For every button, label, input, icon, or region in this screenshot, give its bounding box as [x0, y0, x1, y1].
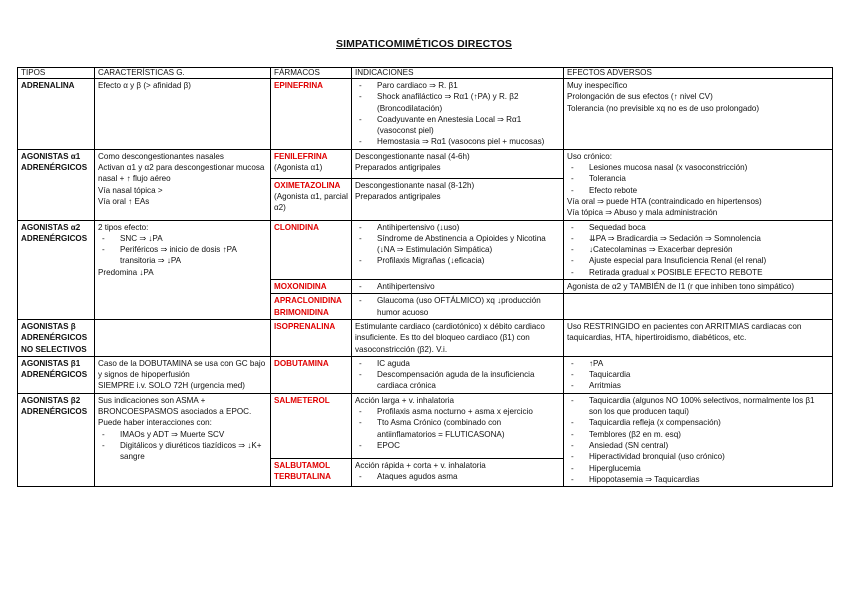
- drug-name: OXIMETAZOLINA: [274, 180, 341, 190]
- drug-name: SALMETEROL: [274, 395, 330, 405]
- list: [355, 222, 560, 267]
- efectos-cell: [564, 79, 833, 150]
- drug-name: TERBUTALINA: [274, 472, 331, 482]
- list-item: - Ataques agudos asma: [355, 471, 560, 482]
- farmaco-cell: [271, 393, 352, 458]
- table-row: [18, 393, 833, 458]
- tipo-cell: AGONISTAS β2 ADRENÉRGICOS: [18, 393, 95, 486]
- header-efectos: EFECTOS ADVERSOS: [564, 68, 833, 79]
- list-item: - Glaucoma (uso OFTÁLMICO) xq ↓producción humor acuoso: [355, 295, 560, 318]
- drug-note: (Agonista α1, parcial α2): [274, 192, 348, 213]
- list-item: - Digitálicos y diuréticos tiazídicos ⇒ ↓K+ sangre: [98, 440, 267, 463]
- text-line: Predomina ↓PA: [98, 267, 154, 277]
- list-item: - Sequedad boca: [567, 222, 829, 233]
- list-item: - Hemostasia ⇒ Rα1 (vasocons piel + mucosas): [355, 136, 560, 147]
- list: [567, 395, 829, 485]
- indicaciones-cell: [352, 79, 564, 150]
- list: [567, 222, 829, 278]
- list: [98, 429, 267, 463]
- farmaco-cell: [271, 280, 352, 294]
- list-item: - IMAOs y ADT ⇒ Muerte SCV: [98, 429, 267, 440]
- indicaciones-cell: [352, 393, 564, 458]
- list-item: - Periféricos ⇒ inicio de dosis ↑PA transitoria ⇒ ↓PA: [98, 244, 267, 267]
- header-farmacos: FÁRMACOS: [271, 68, 352, 79]
- efectos-cell: [564, 356, 833, 393]
- tipo-cell: AGONISTAS β ADRENÉRGICOS NO SELECTIVOS: [18, 319, 95, 356]
- list-item: - Síndrome de Abstinencia a Opioides y Nicotina (↓NA ⇒ Estimulación Simpática): [355, 233, 560, 256]
- tipo-cell: ADRENALINA: [18, 79, 95, 150]
- list-item: - Taquicardia: [567, 369, 829, 380]
- list-item: - ↓Catecolaminas ⇒ Exacerbar depresión: [567, 244, 829, 255]
- list-item: - ↑PA: [567, 358, 829, 369]
- farmaco-cell: [271, 294, 352, 320]
- pharmacology-table: [17, 67, 833, 487]
- list-item: - Efecto rebote: [567, 185, 829, 196]
- list: [567, 358, 829, 392]
- list-item: - Profilaxis Migrañas (↓eficacia): [355, 255, 560, 266]
- list-item: - Antihipertensivo: [355, 281, 560, 292]
- header-indicaciones: INDICACIONES: [352, 68, 564, 79]
- farmaco-cell: [271, 459, 352, 487]
- list: [355, 80, 560, 148]
- drug-name: APRACLONIDINA: [274, 296, 342, 306]
- drug-name: MOXONIDINA: [274, 282, 327, 292]
- text-line: Puede haber interacciones con:: [98, 418, 212, 428]
- list: [355, 406, 560, 451]
- text-line: Prolongación de sus efectos (↑ nivel CV): [567, 92, 713, 102]
- farmaco-cell: [271, 319, 352, 356]
- list: [355, 471, 560, 482]
- table-row: [18, 220, 833, 279]
- drug-name: CLONIDINA: [274, 222, 319, 232]
- list: [355, 358, 560, 392]
- indicaciones-cell: [352, 294, 564, 320]
- list-item: - Arritmias: [567, 380, 829, 391]
- list: [98, 233, 267, 267]
- indicaciones-cell: [352, 178, 564, 220]
- drug-name: BRIMONIDINA: [274, 307, 329, 317]
- farmaco-cell: [271, 356, 352, 393]
- list: [355, 295, 560, 318]
- tipo-cell: AGONISTAS α1 ADRENÉRGICOS: [18, 149, 95, 220]
- efectos-cell: [564, 294, 833, 320]
- text-line: Vía nasal tópica >: [98, 185, 163, 195]
- tipo-cell: AGONISTAS α2 ADRENÉRGICOS: [18, 220, 95, 319]
- text-line: Tolerancia (no previsible xq no es de uso prolongado): [567, 103, 760, 113]
- indicaciones-cell: [352, 280, 564, 294]
- list-item: - Temblores (β2 en m. esq): [567, 429, 829, 440]
- text-line: Acción rápida + corta + v. inhalatoria: [355, 461, 486, 470]
- text-line: Preparados antigripales: [355, 192, 441, 202]
- farmaco-cell: [271, 79, 352, 150]
- text-line: Preparados antigripales: [355, 163, 441, 173]
- text-line: SIEMPRE i.v. SOLO 72H (urgencia med): [98, 381, 245, 391]
- page-title: SIMPATICOMIMÉTICOS DIRECTOS: [336, 38, 512, 50]
- text-line: Acción larga + v. inhalatoria: [355, 395, 455, 405]
- text-line: Descongestionante nasal (4-6h): [355, 151, 470, 161]
- caracteristicas-cell: [95, 220, 271, 319]
- list: [567, 162, 829, 196]
- efectos-cell: [564, 393, 833, 486]
- list-item: - Tto Asma Crónico (combinado con antiinflamatorios = FLUTICASONA): [355, 417, 560, 440]
- indicaciones-cell: [352, 220, 564, 279]
- text-line: Activan α1 y α2 para descongestionar mucosa nasal + ↑ flujo aéreo: [98, 163, 265, 184]
- list-item: - Profilaxis asma nocturno + asma x ejercicio: [355, 406, 560, 417]
- list-item: - Taquicardia (algunos NO 100% selectivos, normalmente los β1 son los que producen taqui): [567, 395, 829, 418]
- list-item: - Hiperglucemia: [567, 463, 829, 474]
- drug-name: EPINEFRINA: [274, 81, 324, 90]
- list-item: - EPOC: [355, 440, 560, 451]
- list-item: - Paro cardiaco ⇒ R. β1: [355, 80, 560, 91]
- caracteristicas-cell: [95, 79, 271, 150]
- list-item: - Shock anafiláctico ⇒ Rα1 (↑PA) y R. β2 (Broncodilatación): [355, 91, 560, 114]
- tipo-cell: AGONISTAS β1 ADRENÉRGICOS: [18, 356, 95, 393]
- indicaciones-cell: [352, 356, 564, 393]
- list-item: - Coadyuvante en Anestesia Local ⇒ Rα1 (vasoconst piel): [355, 114, 560, 137]
- efectos-cell: [564, 280, 833, 294]
- list-item: - Taquicardia refleja (x compensación): [567, 417, 829, 428]
- list-item: - Antihipertensivo (↓uso): [355, 222, 560, 233]
- indicaciones-cell: [352, 149, 564, 178]
- text-line: Agonista de α2 y TAMBIÉN de I1 (r que inhiben tono simpático): [567, 282, 795, 292]
- drug-name: DOBUTAMINA: [274, 358, 329, 368]
- table-row: [18, 319, 833, 356]
- text-line: Caso de la DOBUTAMINA se usa con GC bajo y signos de hipoperfusión: [98, 358, 266, 380]
- text-line: 2 tipos efecto:: [98, 222, 149, 232]
- header-tipos: TIPOS: [18, 68, 95, 79]
- drug-name: SALBUTAMOL: [274, 461, 331, 470]
- table-row: [18, 149, 833, 178]
- text-line: Descongestionante nasal (8-12h): [355, 180, 475, 190]
- list-item: - Ajuste especial para Insuficiencia Renal (el renal): [567, 255, 829, 266]
- list-item: - SNC ⇒ ↓PA: [98, 233, 267, 244]
- indicaciones-cell: [352, 459, 564, 487]
- indicaciones-cell: [352, 319, 564, 356]
- text-line: Vía oral ↑ EAs: [98, 196, 150, 206]
- list-item: - Tolerancia: [567, 173, 829, 184]
- caracteristicas-cell: [95, 356, 271, 393]
- text-line: Muy inespecífico: [567, 81, 628, 90]
- efectos-cell: [564, 220, 833, 279]
- list-item: - Descompensación aguda de la insuficiencia cardiaca crónica: [355, 369, 560, 392]
- table-row: [18, 79, 833, 150]
- efectos-cell: [564, 149, 833, 220]
- caracteristicas-cell: [95, 393, 271, 486]
- header-caracteristicas: CARACTERÍSTICAS G.: [95, 68, 271, 79]
- list-item: - Hiperactividad bronquial (uso crónico): [567, 451, 829, 462]
- list-item: - Lesiones mucosa nasal (x vasoconstricción): [567, 162, 829, 173]
- text-line: Estimulante cardiaco (cardiotónico) x débito cardiaco insuficiente. Es tto del bloqueo cardiaco (β1) con vasoconstricción (β2). V.i.: [355, 321, 545, 354]
- list-item: - ⇊PA ⇒ Bradicardia ⇒ Sedación ⇒ Somnolencia: [567, 233, 829, 244]
- caracteristicas-cell: [95, 319, 271, 356]
- caracteristicas-cell: [95, 149, 271, 220]
- text-line: Uso RESTRINGIDO en pacientes con ARRITMIAS cardiacas con taquicardias, HTA, hipertiroidismo, diabéticos, etc.: [567, 321, 802, 343]
- list: [355, 281, 560, 292]
- farmaco-cell: [271, 149, 352, 178]
- text-line: Uso crónico:: [567, 151, 612, 161]
- list-item: - IC aguda: [355, 358, 560, 369]
- drug-name: ISOPRENALINA: [274, 321, 336, 331]
- list-item: - Hipopotasemia ⇒ Taquicardias: [567, 474, 829, 485]
- list-item: - Retirada gradual x POSIBLE EFECTO REBOTE: [567, 267, 829, 278]
- table-row: [18, 356, 833, 393]
- text-line: Como descongestionantes nasales: [98, 151, 224, 161]
- text-line: Vía oral ⇒ puede HTA (contraindicado en hipertensos): [567, 196, 762, 206]
- drug-note: (Agonista α1): [274, 163, 323, 173]
- farmaco-cell: [271, 220, 352, 279]
- list-item: - Ansiedad (SN central): [567, 440, 829, 451]
- drug-name: FENILEFRINA: [274, 151, 328, 161]
- text-line: Efecto α y β (> afinidad β): [98, 81, 191, 90]
- efectos-cell: [564, 319, 833, 356]
- text-line: Sus indicaciones son ASMA + BRONCOESPASMOS asociados a EPOC.: [98, 395, 252, 417]
- header-row: [18, 68, 833, 79]
- text-line: Vía tópica ⇒ Abuso y mala administración: [567, 208, 718, 218]
- farmaco-cell: [271, 178, 352, 220]
